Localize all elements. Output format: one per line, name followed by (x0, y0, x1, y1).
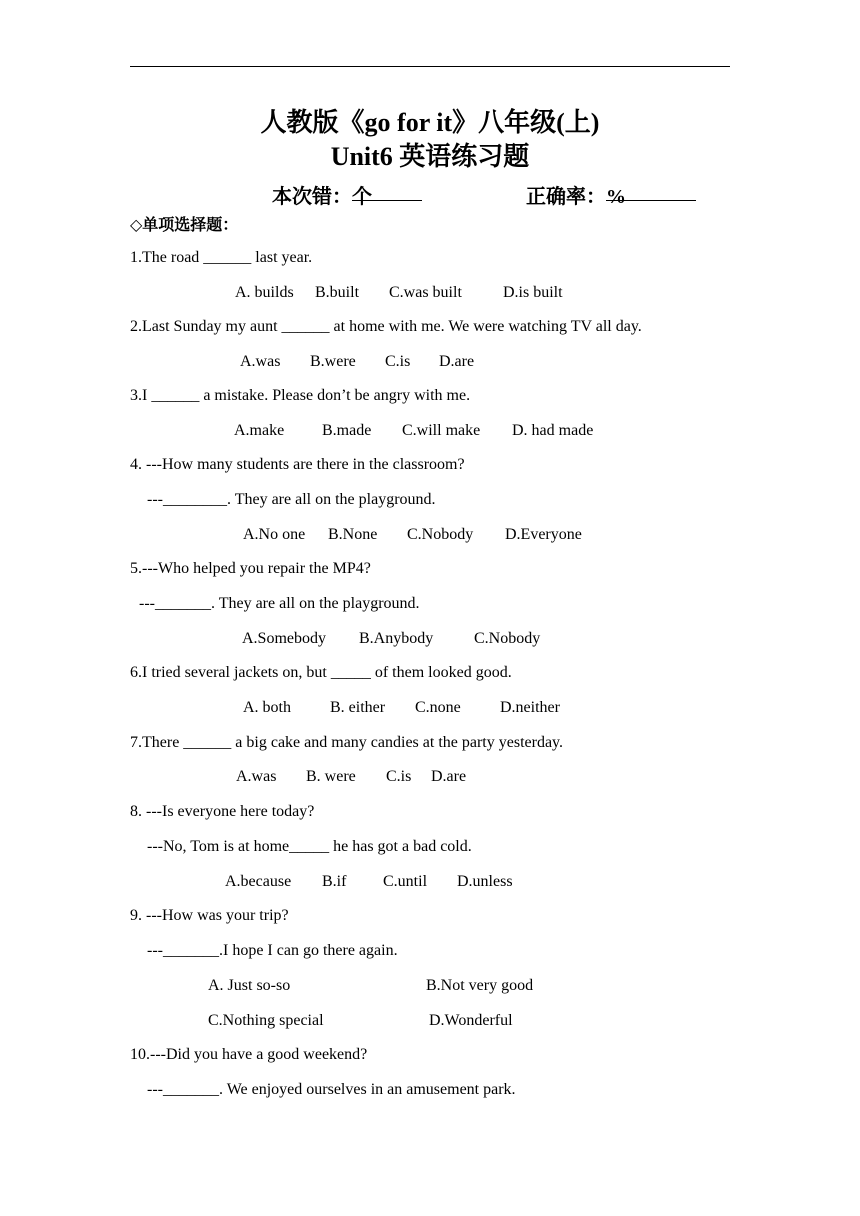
accuracy-field (526, 180, 626, 209)
option: A.No one (243, 526, 306, 543)
option: A.make (234, 422, 285, 439)
option: D.Everyone (505, 526, 582, 543)
option: B.were (310, 353, 356, 370)
option: A.was (236, 768, 277, 785)
question-stem: 2.Last Sunday my aunt ______ at home with me. We were watching TV all day. (130, 318, 642, 335)
question-stem: ---No, Tom is at home_____ he has got a bad cold. (147, 838, 472, 855)
option: C.is (386, 768, 412, 785)
option: A.was (240, 353, 281, 370)
score-line (0, 180, 860, 208)
option: C.was built (389, 284, 462, 301)
question-stem: 8. ---Is everyone here today? (130, 803, 315, 820)
question-stem: ---_______. They are all on the playground. (139, 595, 420, 612)
question-stem: ---_______. We enjoyed ourselves in an amusement park. (147, 1081, 516, 1098)
question-stem: 9. ---How was your trip? (130, 907, 289, 924)
errors-field (272, 180, 372, 209)
option: B.Anybody (359, 630, 434, 647)
option: C.none (415, 699, 461, 716)
question-stem: 1.The road ______ last year. (130, 249, 313, 266)
option: D.Wonderful (429, 1012, 513, 1029)
option: B. were (306, 768, 356, 785)
question-stem: 10.---Did you have a good weekend? (130, 1046, 368, 1063)
errors-label: 本次错： (272, 186, 352, 208)
option: A. both (243, 699, 291, 716)
errors-unit: 个 (352, 186, 372, 208)
option: C.until (383, 873, 428, 890)
option: B.made (322, 422, 372, 439)
option: B.if (322, 873, 347, 890)
accuracy-label: 正确率： (526, 186, 606, 208)
option: B.built (315, 284, 360, 301)
header-rule (130, 66, 730, 67)
worksheet-title: 人教版《go for it》八年级(上) (260, 108, 600, 137)
option: D. had made (512, 422, 594, 439)
accuracy-blank (606, 180, 696, 201)
option: B. either (330, 699, 386, 716)
question-stem: 5.---Who helped you repair the MP4? (130, 560, 371, 577)
worksheet-subtitle: Unit6 英语练习题 (330, 142, 530, 171)
accuracy-unit: % (606, 186, 626, 208)
section-title: ◇单项选择题： (130, 215, 239, 234)
option: C.Nobody (407, 526, 474, 543)
option: D.are (439, 353, 475, 370)
option: D.are (431, 768, 467, 785)
question-stem: ---_______.I hope I can go there again. (147, 942, 398, 959)
option: C.Nothing special (208, 1012, 324, 1029)
option: D.unless (457, 873, 513, 890)
option: D.is built (503, 284, 563, 301)
question-stem: ---________. They are all on the playground. (147, 491, 436, 508)
question-stem: 6.I tried several jackets on, but _____ of them looked good. (130, 664, 512, 681)
option: A. Just so-so (208, 977, 291, 994)
option: A.because (225, 873, 292, 890)
option: C.Nobody (474, 630, 541, 647)
option: B.None (328, 526, 378, 543)
option: B.Not very good (426, 977, 534, 994)
question-stem: 7.There ______ a big cake and many candies at the party yesterday. (130, 734, 564, 751)
question-stem: 4. ---How many students are there in the classroom? (130, 456, 465, 473)
errors-blank (352, 180, 422, 201)
option: A. builds (235, 284, 294, 301)
option: C.is (385, 353, 411, 370)
option: C.will make (402, 422, 481, 439)
question-stem: 3.I ______ a mistake. Please don’t be angry with me. (130, 387, 471, 404)
option: A.Somebody (242, 630, 326, 647)
option: D.neither (500, 699, 560, 716)
